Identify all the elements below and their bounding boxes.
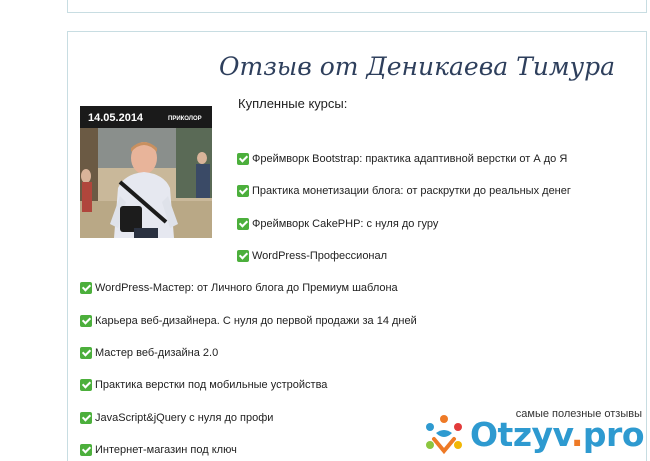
watermark-tagline: самые полезные отзывы <box>515 408 642 420</box>
checkmark-icon <box>80 379 92 391</box>
previous-review-card <box>67 0 647 13</box>
course-item <box>80 314 417 328</box>
course-label: Интернет-магазин под ключ <box>95 444 237 456</box>
course-label: Практика монетизации блога: от раскрутки до реальных денег <box>252 185 571 197</box>
course-label: Карьера веб-дизайнера. С нуля до первой продажи за 14 дней <box>95 315 417 327</box>
course-item <box>80 378 327 392</box>
course-item <box>80 411 273 425</box>
course-label: JavaScript&jQuery с нуля до профи <box>95 412 274 424</box>
otzyv-watermark[interactable] <box>418 405 648 461</box>
checkmark-icon <box>80 282 92 294</box>
checkmark-icon <box>237 250 249 262</box>
course-label: Фреймворк Bootstrap: практика адаптивной верстки от А до Я <box>252 153 568 165</box>
purchased-courses-heading: Купленные курсы: <box>238 96 348 111</box>
course-item <box>237 184 571 198</box>
course-label: Практика верстки под мобильные устройства <box>95 379 328 391</box>
photo-badge: ПРИКОЛОР <box>168 116 202 122</box>
course-item <box>80 346 218 360</box>
otzyv-logo-icon <box>422 413 466 461</box>
watermark-brand: Otzyv.pro <box>470 415 644 454</box>
course-label: Фреймворк CakePHP: с нуля до гуру <box>252 218 439 230</box>
checkmark-icon <box>80 412 92 424</box>
course-item <box>80 281 398 295</box>
review-card <box>67 31 647 461</box>
course-item <box>237 217 438 231</box>
checkmark-icon <box>237 185 249 197</box>
course-item <box>237 249 387 263</box>
checkmark-icon <box>237 218 249 230</box>
checkmark-icon <box>80 315 92 327</box>
photo-date-caption: 14.05.2014 <box>88 112 144 124</box>
reviewer-photo <box>80 106 212 238</box>
checkmark-icon <box>80 347 92 359</box>
course-item <box>237 152 567 166</box>
course-label: WordPress-Мастер: от Личного блога до Премиум шаблона <box>95 282 398 294</box>
course-item <box>80 443 237 457</box>
checkmark-icon <box>237 153 249 165</box>
course-label: WordPress-Профессионал <box>252 250 388 262</box>
checkmark-icon <box>80 444 92 456</box>
review-title: Отзыв от Деникаева Тимура <box>219 52 616 81</box>
course-label: Мастер веб-дизайна 2.0 <box>95 347 219 359</box>
